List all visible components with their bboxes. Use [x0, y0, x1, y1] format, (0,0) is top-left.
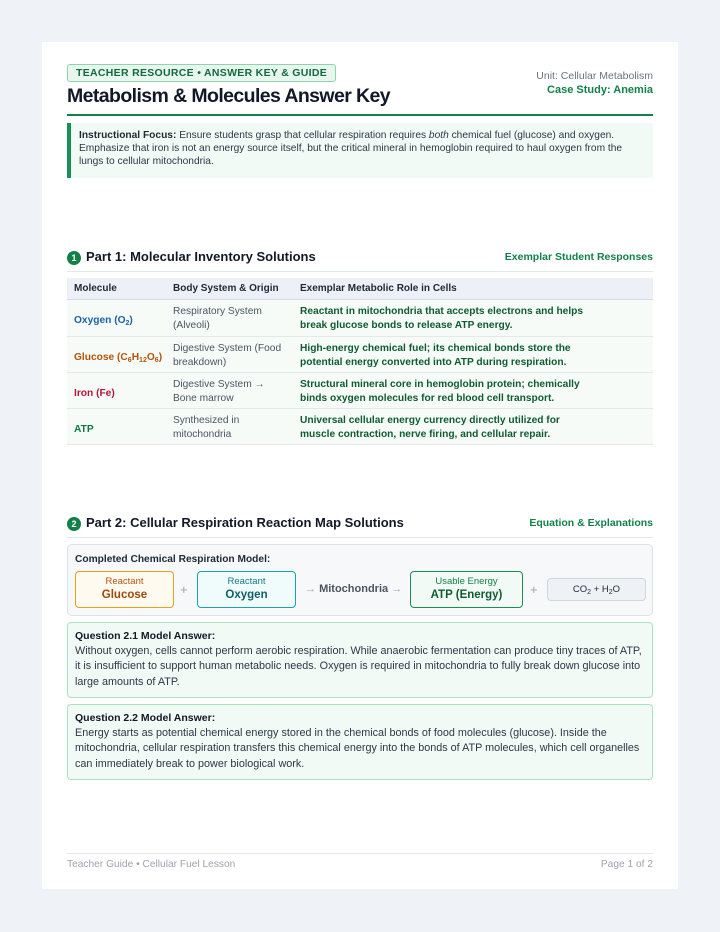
system-cell: Synthesized in mitochondria	[173, 415, 240, 440]
footer-divider	[67, 853, 653, 854]
oxygen-value: Oxygen	[225, 589, 268, 601]
part2-number: 2	[67, 517, 81, 531]
question-2-2-answer	[67, 704, 653, 780]
table-header-row	[67, 278, 653, 300]
header-divider	[67, 114, 653, 116]
part2-header	[67, 515, 653, 535]
instructional-focus-callout	[67, 123, 653, 178]
molecule-cell: ATP	[74, 424, 94, 435]
table-row	[67, 300, 653, 337]
role-cell: Structural mineral core in hemoglobin protein; chemically binds oxygen molecules for red blood cell transport.	[300, 379, 580, 404]
atp-value: ATP (Energy)	[430, 589, 503, 601]
glucose-value: Glucose	[101, 589, 148, 601]
table-row	[67, 337, 653, 373]
system-cell: Respiratory System (Alveoli)	[173, 306, 262, 331]
plus-sign: +	[530, 582, 538, 597]
oxygen-reactant-box	[197, 571, 296, 608]
reaction-map-label: Completed Chemical Respiration Model:	[75, 554, 271, 565]
part1-divider	[67, 271, 653, 272]
atp-key: Usable Energy	[435, 576, 498, 587]
reaction-map	[67, 544, 653, 616]
footer-left-text: Teacher Guide • Cellular Fuel Lesson	[67, 859, 236, 870]
byproducts-box	[547, 578, 646, 601]
molecule-cell: Iron (Fe)	[74, 388, 115, 399]
page-title: Metabolism & Molecules Answer Key	[67, 85, 390, 107]
part1-right-label: Exemplar Student Responses	[504, 251, 653, 263]
question-2-2-body: Energy starts as potential chemical energy stored in the chemical bonds of food molecules (glucose). Inside the mitochondria, cellular respiration transfers this chemical energy into the bonds of ATP molecules, which cell organelles can immediately break to power biological work.	[75, 727, 640, 770]
case-study-label: Case Study: Anemia	[547, 84, 653, 96]
part1-title: Part 1: Molecular Inventory Solutions	[86, 249, 316, 264]
part1-number: 1	[67, 251, 81, 265]
question-2-1-answer	[67, 622, 653, 698]
part2-divider	[67, 537, 653, 538]
focus-label: Instructional Focus:	[79, 130, 177, 141]
glucose-reactant-box	[75, 571, 174, 608]
unit-label: Unit: Cellular Metabolism	[536, 70, 653, 82]
table-row	[67, 409, 653, 445]
part2-title: Part 2: Cellular Respiration Reaction Map Solutions	[86, 515, 404, 530]
question-2-1-body: Without oxygen, cells cannot perform aerobic respiration. While anaerobic fermentation can produce tiny traces of ATP, it is insufficient to support human metabolic needs. Oxygen is required in mitochondria to fully break down glucose into large amounts of ATP.	[75, 645, 642, 688]
focus-text-before: Ensure students grasp that cellular respiration requires	[176, 130, 429, 141]
role-cell: Reactant in mitochondria that accepts electrons and helps break glucose bonds to release ATP energy.	[300, 306, 584, 331]
molecule-cell: Oxygen $(O_2)$	[74, 315, 133, 327]
resource-badge: TEACHER RESOURCE • ANSWER KEY & GUIDE	[67, 64, 336, 82]
role-cell: Universal cellular energy currency directly utilized for muscle contraction, nerve firing, and cellular repair.	[300, 415, 560, 440]
byproducts-value: $CO_2 + H_2O$	[572, 584, 621, 596]
column-header-system: Body System & Origin	[173, 283, 279, 294]
plus-sign: +	[180, 582, 188, 597]
part2-right-label: Equation & Explanations	[529, 517, 653, 529]
mitochondria-arrow: → Mitochondria →	[305, 583, 403, 595]
column-header-role: Exemplar Metabolic Role in Cells	[300, 283, 457, 294]
molecule-cell: Glucose $(C_6H_{12}O_6)$	[74, 352, 163, 364]
page-number: Page 1 of 2	[600, 859, 653, 870]
focus-emphasis: both	[428, 130, 449, 141]
question-2-1-title: Question 2.1 Model Answer:	[75, 630, 216, 642]
oxygen-key: Reactant	[227, 576, 266, 587]
glucose-key: Reactant	[105, 576, 144, 587]
system-cell: Digestive System (Food breakdown)	[173, 343, 282, 368]
part1-header	[67, 249, 653, 269]
page	[42, 42, 678, 889]
role-cell: High-energy chemical fuel; its chemical bonds store the potential energy converted into ATP during respiration.	[300, 343, 571, 368]
focus-text-after: chemical fuel (glucose) and oxygen. Emphasize that iron is not an energy source itself, but the critical mineral in hemoglobin required to haul oxygen from the lungs to cellular mitochondria.	[79, 130, 623, 168]
question-2-2-title: Question 2.2 Model Answer:	[75, 712, 216, 724]
column-header-molecule: Molecule	[74, 283, 117, 294]
atp-product-box	[410, 571, 523, 608]
system-cell: Digestive System → Bone marrow	[173, 379, 265, 404]
table-row	[67, 373, 653, 409]
